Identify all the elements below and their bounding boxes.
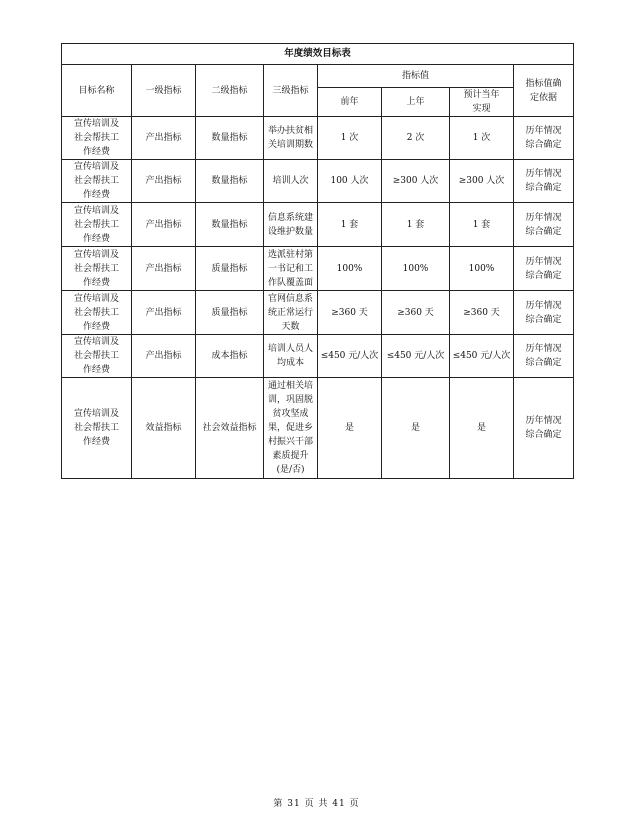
cell-target-name: 宣传培训及社会帮扶工作经费: [62, 160, 132, 203]
table-row: [62, 203, 574, 247]
table-row: [62, 247, 574, 291]
cell-last-year: ≥300 人次: [382, 160, 450, 203]
table-row: [62, 160, 574, 203]
cell-forecast: 是: [450, 378, 514, 479]
cell-forecast: ≤450 元/人次: [450, 335, 514, 378]
cell-basis: 历年情况综合确定: [514, 247, 574, 291]
cell-last-year: ≤450 元/人次: [382, 335, 450, 378]
cell-level2: 数量指标: [196, 160, 264, 203]
cell-level3: 通过相关培训，巩固脱贫攻坚成果，促进乡村振兴干部素质提升(是/否): [264, 378, 318, 479]
cell-level3: 官网信息系统正常运行天数: [264, 291, 318, 335]
cell-forecast: ≥300 人次: [450, 160, 514, 203]
header-indicator-value: 指标值: [318, 65, 514, 88]
header-level3: 三级指标: [264, 65, 318, 117]
cell-prev-year: 100 人次: [318, 160, 382, 203]
header-level1: 一级指标: [132, 65, 196, 117]
cell-level1: 产出指标: [132, 203, 196, 247]
cell-level2: 数量指标: [196, 117, 264, 160]
cell-level1: 产出指标: [132, 160, 196, 203]
cell-forecast: 100%: [450, 247, 514, 291]
header-basis: 指标值确定依据: [514, 65, 574, 117]
table-row: [62, 291, 574, 335]
cell-last-year: 是: [382, 378, 450, 479]
cell-last-year: 1 套: [382, 203, 450, 247]
cell-level3: 培训人员人均成本: [264, 335, 318, 378]
cell-basis: 历年情况综合确定: [514, 378, 574, 479]
table-row: [62, 117, 574, 160]
table-row: [62, 378, 574, 479]
cell-target-name: 宣传培训及社会帮扶工作经费: [62, 378, 132, 479]
table-row: [62, 335, 574, 378]
cell-target-name: 宣传培训及社会帮扶工作经费: [62, 335, 132, 378]
cell-forecast: 1 次: [450, 117, 514, 160]
cell-prev-year: 100%: [318, 247, 382, 291]
cell-level3: 选派驻村第一书记和工作队覆盖面: [264, 247, 318, 291]
cell-forecast: 1 套: [450, 203, 514, 247]
page-number: 第 31 页 共 41 页: [273, 799, 360, 809]
cell-level2: 质量指标: [196, 291, 264, 335]
cell-last-year: ≥360 天: [382, 291, 450, 335]
cell-prev-year: ≤450 元/人次: [318, 335, 382, 378]
cell-basis: 历年情况综合确定: [514, 117, 574, 160]
cell-forecast: ≥360 天: [450, 291, 514, 335]
cell-level3: 培训人次: [264, 160, 318, 203]
cell-level2: 数量指标: [196, 203, 264, 247]
cell-level1: 产出指标: [132, 247, 196, 291]
cell-basis: 历年情况综合确定: [514, 291, 574, 335]
cell-target-name: 宣传培训及社会帮扶工作经费: [62, 117, 132, 160]
header-target-name: 目标名称: [62, 65, 132, 117]
cell-level1: 产出指标: [132, 117, 196, 160]
cell-target-name: 宣传培训及社会帮扶工作经费: [62, 247, 132, 291]
cell-basis: 历年情况综合确定: [514, 160, 574, 203]
cell-level2: 社会效益指标: [196, 378, 264, 479]
cell-basis: 历年情况综合确定: [514, 203, 574, 247]
table-title: 年度绩效目标表: [62, 44, 574, 65]
cell-prev-year: 1 次: [318, 117, 382, 160]
cell-prev-year: 1 套: [318, 203, 382, 247]
cell-level3: 举办扶贫相关培训期数: [264, 117, 318, 160]
cell-basis: 历年情况综合确定: [514, 335, 574, 378]
header-prev-year: 前年: [318, 88, 382, 117]
header-forecast: 预计当年实现: [450, 88, 514, 117]
cell-level2: 质量指标: [196, 247, 264, 291]
cell-target-name: 宣传培训及社会帮扶工作经费: [62, 291, 132, 335]
cell-prev-year: 是: [318, 378, 382, 479]
performance-target-table: [61, 43, 574, 479]
cell-level1: 产出指标: [132, 335, 196, 378]
cell-level2: 成本指标: [196, 335, 264, 378]
cell-level3: 信息系统建设维护数量: [264, 203, 318, 247]
cell-level1: 效益指标: [132, 378, 196, 479]
cell-last-year: 100%: [382, 247, 450, 291]
cell-last-year: 2 次: [382, 117, 450, 160]
header-level2: 二级指标: [196, 65, 264, 117]
cell-prev-year: ≥360 天: [318, 291, 382, 335]
cell-target-name: 宣传培训及社会帮扶工作经费: [62, 203, 132, 247]
header-last-year: 上年: [382, 88, 450, 117]
cell-level1: 产出指标: [132, 291, 196, 335]
